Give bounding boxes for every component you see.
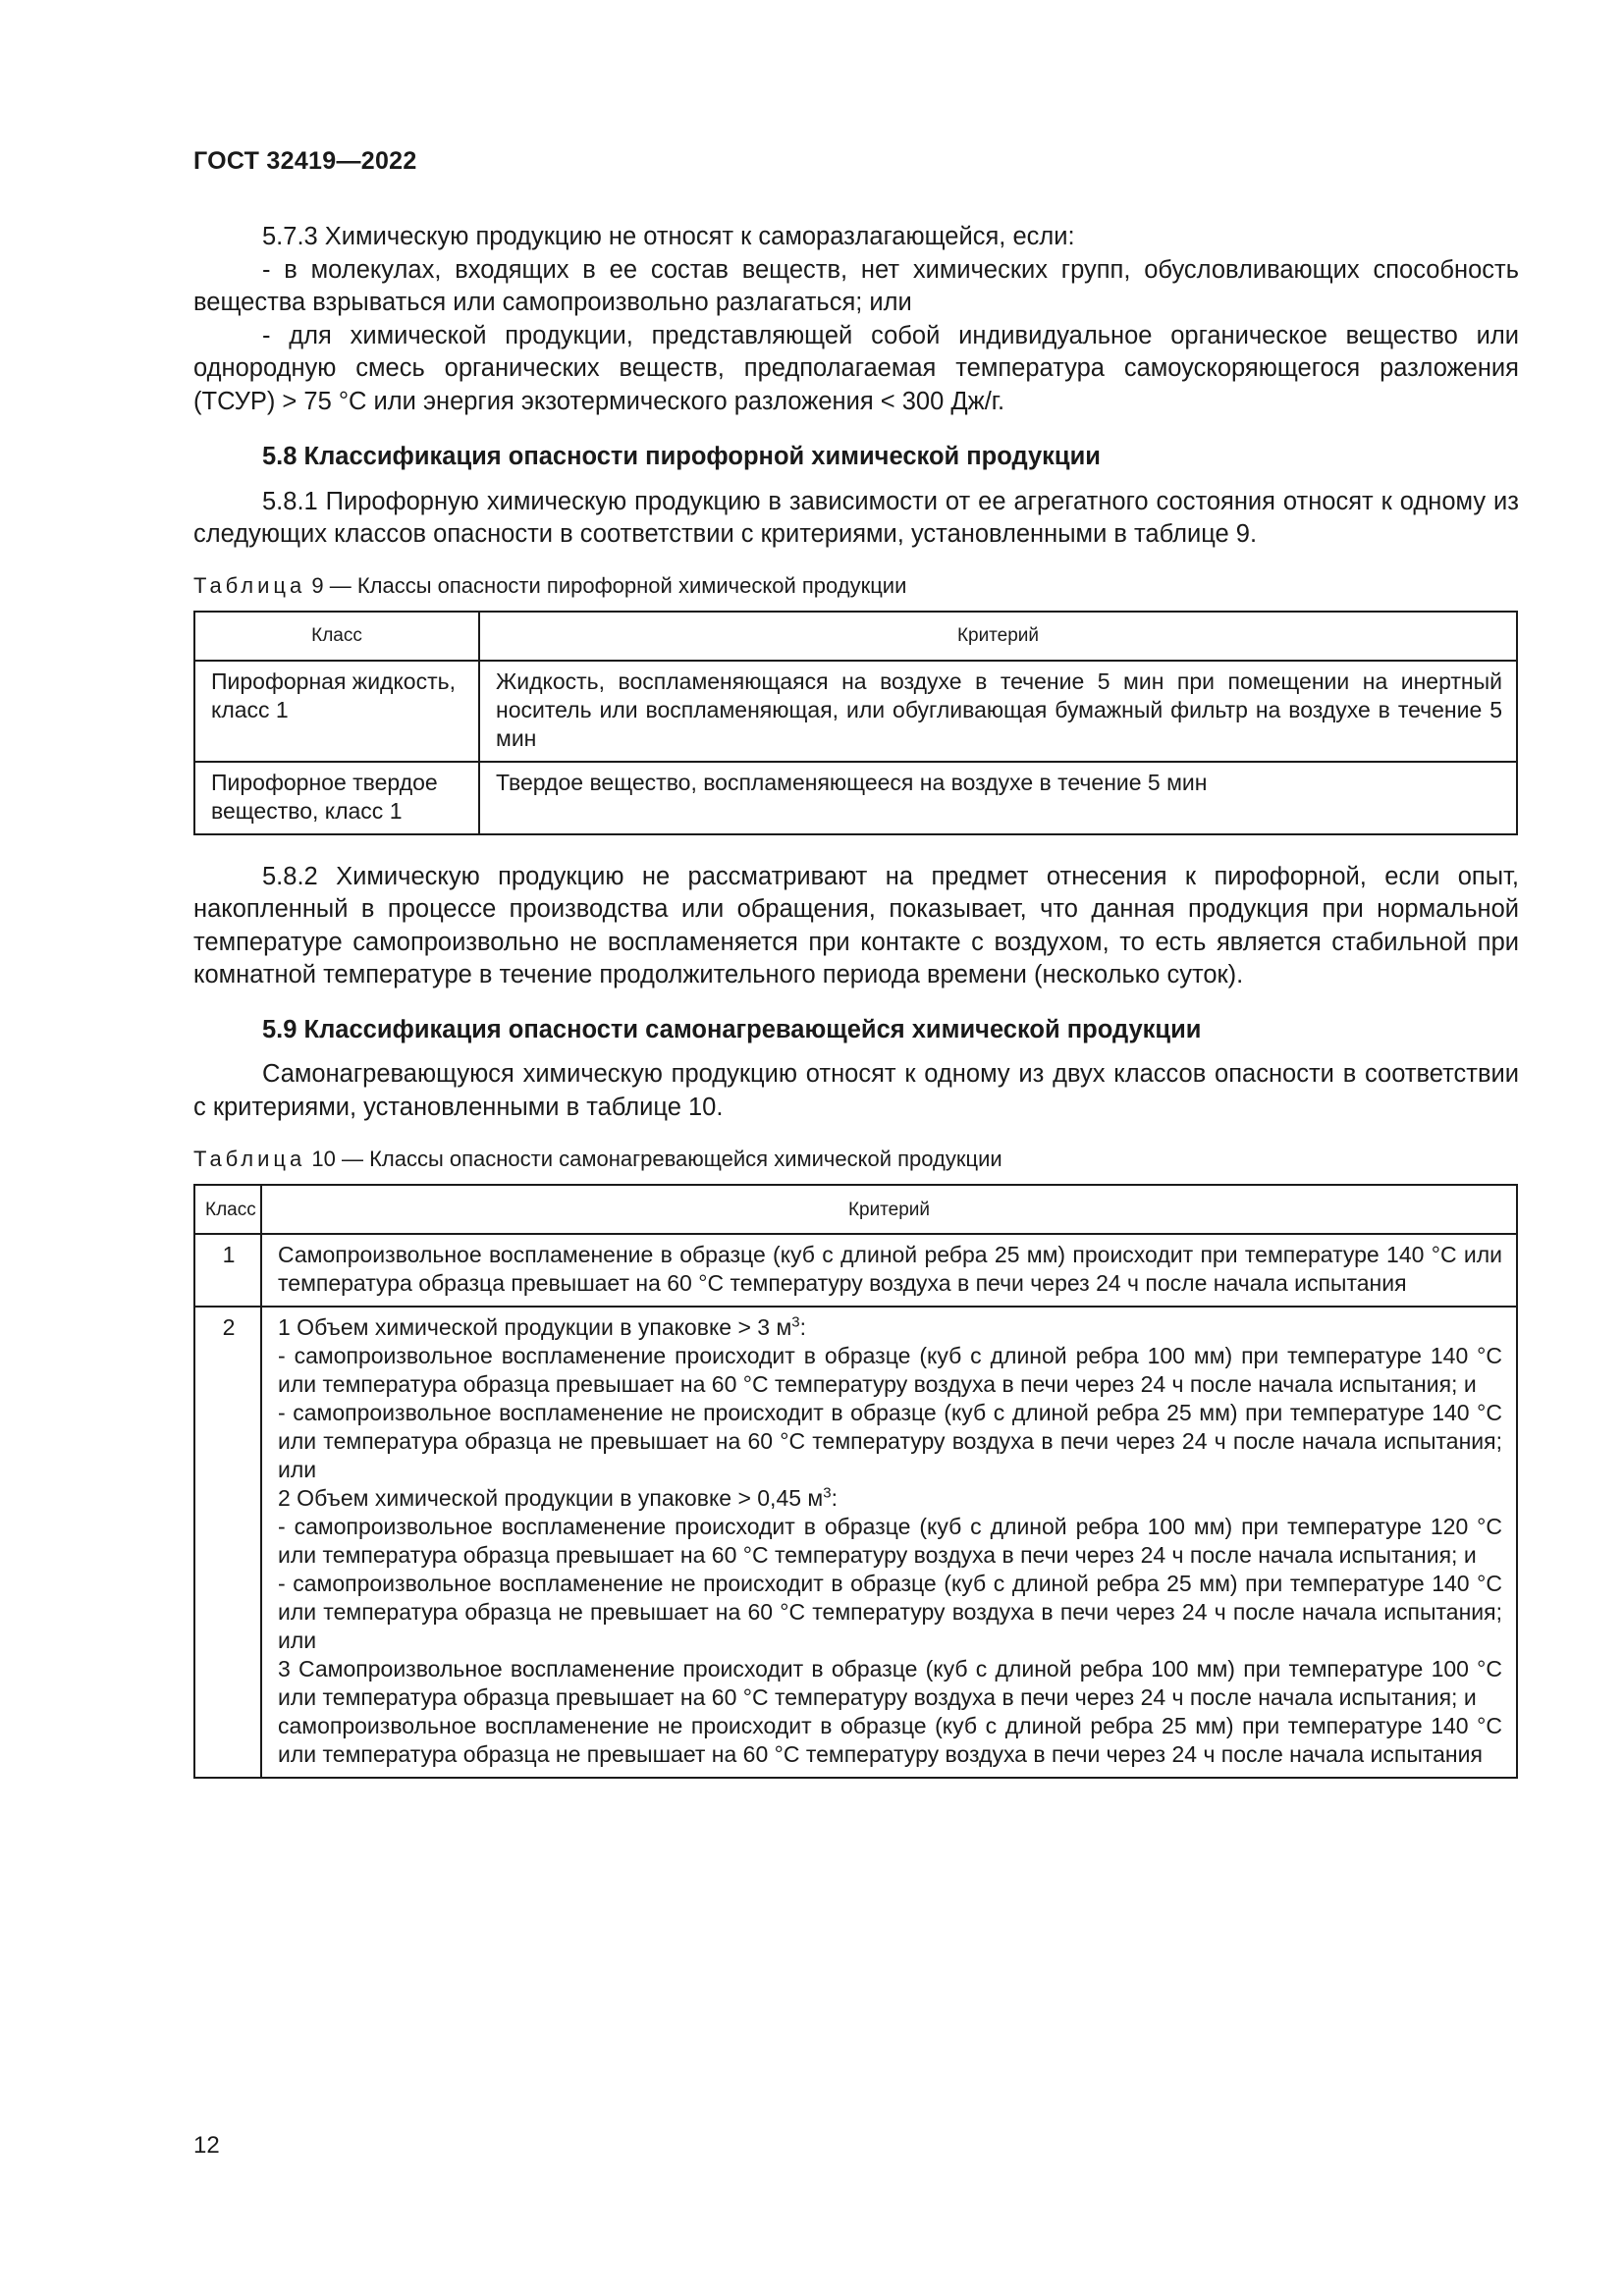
table-header-criterion: Критерий bbox=[479, 612, 1517, 661]
criterion-item-3a: 3 Самопроизвольное воспламенение происходит в образце (куб с длиной ребра 100 мм) при температуре 100 °С или температура образца превышает на 60 °С температуру воздуха в печи через 24 ч после начала испытания; и bbox=[278, 1656, 1502, 1710]
document-header: ГОСТ 32419—2022 bbox=[193, 147, 417, 175]
table-10-caption bbox=[193, 1146, 1519, 1173]
section-5-7-3-item-1: - в молекулах, входящих в ее состав веществ, нет химических групп, обусловливающих способность вещества взрываться или самопроизвольно разлагаться; или bbox=[193, 255, 1519, 316]
criterion-item-1-heading bbox=[278, 1313, 1502, 1342]
criterion-item-3b: самопроизвольное воспламенение не происходит в образце (куб с длиной ребра 25 мм) при температуре 140 °С или температура образца не превышает на 60 °С температуру воздуха в печи через 24 ч после начала испытания bbox=[278, 1713, 1502, 1767]
table-row bbox=[194, 661, 1517, 762]
criterion-item-2-heading bbox=[278, 1484, 1502, 1513]
criterion-item-1-text: 1 Объем химической продукции в упаковке > 3 м bbox=[278, 1314, 792, 1340]
section-5-7-3-intro: 5.7.3 Химическую продукцию не относят к саморазлагающейся, если: bbox=[262, 223, 1075, 250]
table-cell-criterion: Твердое вещество, воспламеняющееся на воздухе в течение 5 мин bbox=[479, 762, 1517, 834]
table-header-row bbox=[194, 1185, 1517, 1234]
section-5-8-heading: 5.8 Классификация опасности пирофорной химической продукции bbox=[262, 443, 1101, 470]
table-cell-class: 2 bbox=[194, 1307, 261, 1778]
criterion-item-2b: - самопроизвольное воспламенение не происходит в образце (куб с длиной ребра 25 мм) при температуре 140 °С или температура образца не превышает на 60 °С температуру воздуха в печи через 24 ч после начала испытания; или bbox=[278, 1571, 1502, 1653]
criterion-item-1a: - самопроизвольное воспламенение происходит в образце (куб с длиной ребра 100 мм) при температуре 140 °С или температура образца превышает на 60 °С температуру воздуха в печи через 24 ч после начала испытания; и bbox=[278, 1343, 1502, 1397]
table-10-caption-label: Таблица bbox=[193, 1147, 306, 1171]
page-body bbox=[193, 221, 1519, 1779]
section-5-8-1-paragraph: 5.8.1 Пирофорную химическую продукцию в зависимости от ее агрегатного состояния относят к одному из следующих классов опасности в соответствии с критериями, установленными в таблице 9. bbox=[193, 487, 1519, 548]
table-9 bbox=[193, 611, 1518, 835]
table-header-criterion: Критерий bbox=[261, 1185, 1517, 1234]
section-5-9-paragraph: Самонагревающуюся химическую продукцию относят к одному из двух классов опасности в соответствии с критериями, установленными в таблице 10. bbox=[193, 1060, 1519, 1121]
table-10 bbox=[193, 1184, 1518, 1779]
table-row bbox=[194, 762, 1517, 834]
table-9-caption-text: 9 — Классы опасности пирофорной химической продукции bbox=[311, 572, 907, 598]
table-row bbox=[194, 1234, 1517, 1307]
table-cell-class: Пирофорная жидкость, класс 1 bbox=[194, 661, 479, 762]
table-9-caption-label: Таблица bbox=[193, 572, 306, 598]
section-5-9-heading: 5.9 Классификация опасности самонагревающейся химической продукции bbox=[262, 1015, 1202, 1043]
table-cell-class: Пирофорное твердое вещество, класс 1 bbox=[194, 762, 479, 834]
criterion-item-2-text: 2 Объем химической продукции в упаковке > 0,45 м bbox=[278, 1485, 824, 1511]
section-5-8-2-paragraph: 5.8.2 Химическую продукцию не рассматривают на предмет отнесения к пирофорной, если опыт, накопленный в процессе производства или обращения, показывает, что данная продукция при нормальной температуре самопроизвольно не воспламеняется при контакте с воздухом, то есть является стабильной при комнатной температуре в течение продолжительного периода времени (несколько суток). bbox=[193, 862, 1519, 988]
superscript: 3 bbox=[791, 1313, 800, 1331]
table-9-caption bbox=[193, 572, 1519, 600]
table-cell-criterion: Самопроизвольное воспламенение в образце (куб с длиной ребра 25 мм) происходит при температуре 140 °С или температура образца превышает на 60 °С температуру воздуха в печи через 24 ч после начала испытания bbox=[261, 1234, 1517, 1307]
table-row bbox=[194, 1307, 1517, 1778]
table-header-row bbox=[194, 612, 1517, 661]
criterion-item-2a: - самопроизвольное воспламенение происходит в образце (куб с длиной ребра 100 мм) при температуре 120 °С или температура образца превышает на 60 °С температуру воздуха в печи через 24 ч после начала испытания; и bbox=[278, 1514, 1502, 1568]
section-5-7-3-item-2: - для химической продукции, представляющей собой индивидуальное органическое вещество или однородную смесь органических веществ, предполагаемая температура самоускоряющегося разложения (ТСУР) > 75 °С или энергия экзотермического разложения < 300 Дж/г. bbox=[193, 321, 1519, 415]
table-10-caption-text: 10 — Классы опасности самонагревающейся химической продукции bbox=[311, 1147, 1002, 1171]
criterion-item-1-colon: : bbox=[799, 1314, 806, 1340]
page-number: 12 bbox=[193, 2132, 220, 2159]
superscript: 3 bbox=[823, 1484, 832, 1502]
criterion-item-2-colon: : bbox=[831, 1485, 838, 1511]
table-cell-class: 1 bbox=[194, 1234, 261, 1307]
table-cell-criterion bbox=[261, 1307, 1517, 1778]
table-cell-criterion: Жидкость, воспламеняющаяся на воздухе в течение 5 мин при помещении на инертный носитель или воспламеняющая, или обугливающая бумажный фильтр на воздухе в течение 5 мин bbox=[479, 661, 1517, 762]
criterion-item-1b: - самопроизвольное воспламенение не происходит в образце (куб с длиной ребра 25 мм) при температуре 140 °С или температура образца не превышает на 60 °С температуру воздуха в печи через 24 ч после начала испытания; или bbox=[278, 1400, 1502, 1482]
table-header-class: Класс bbox=[194, 612, 479, 661]
table-header-class: Класс bbox=[194, 1185, 261, 1234]
